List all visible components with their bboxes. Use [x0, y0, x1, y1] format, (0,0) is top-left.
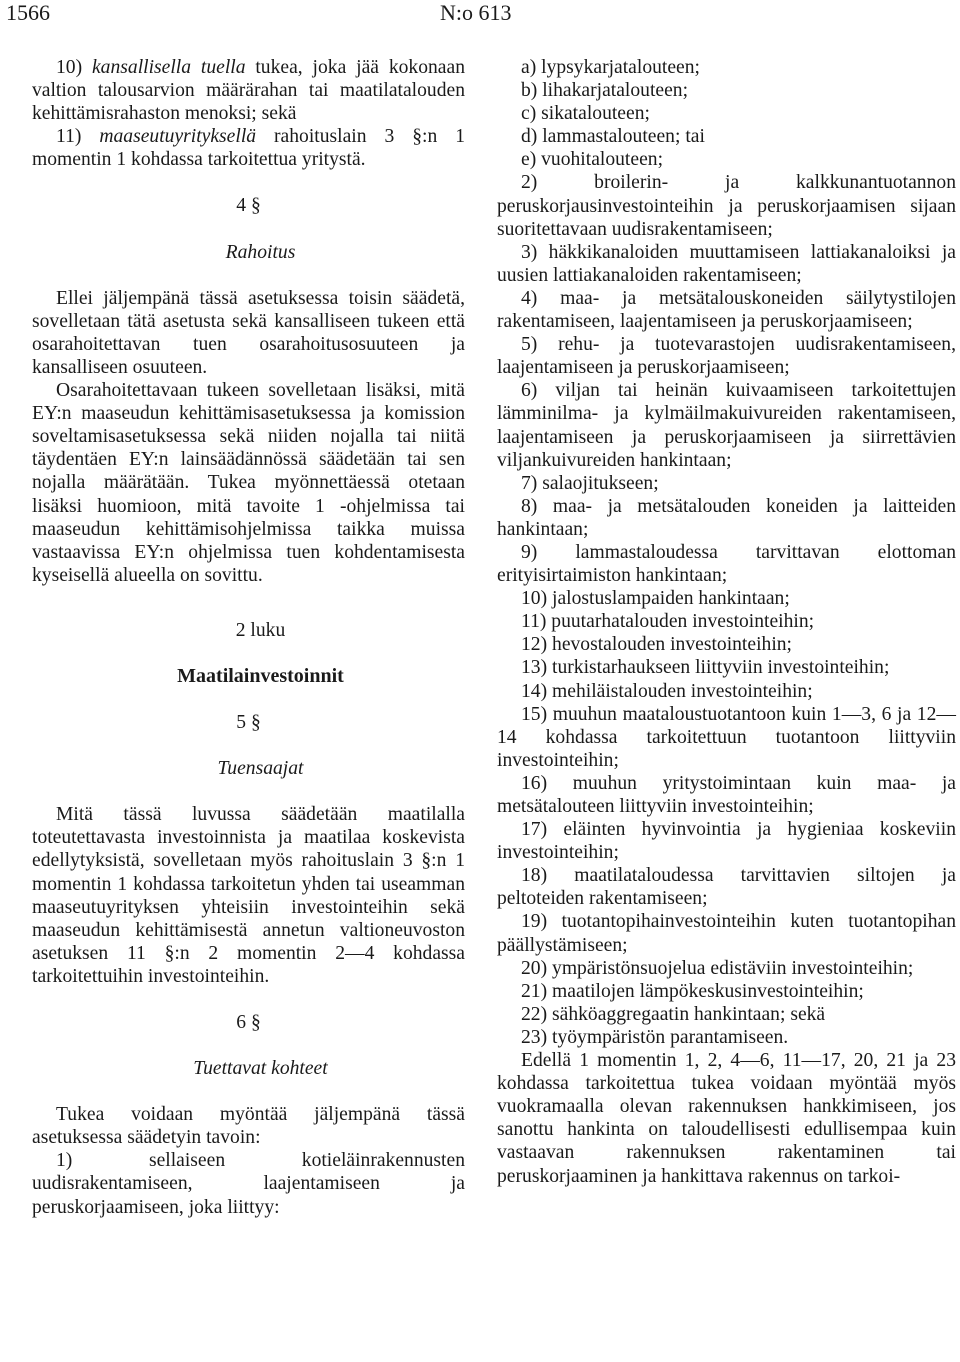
- list-item: e) vuohitalouteen;: [521, 149, 664, 171]
- section-6-item-1: 1) sellaiseen kotieläinrakennusten uudisrakentamiseen, laajentamiseen ja peruskorjaamiseen, joka liittyy:: [32, 1150, 465, 1218]
- list-item: 15) muuhun maataloustuotantoon kuin 1—3, 6 ja 12—14 kohdassa tarkoitettuun tuotantoon liittyviin investointeihin;: [497, 703, 956, 771]
- list-item: 4) maa- ja metsätalouskoneiden säilytystilojen rakentamiseen, laajentamiseen ja peruskorjaamiseen;: [497, 287, 956, 333]
- defined-term: kansallisella tuella: [91, 57, 246, 78]
- list-item: 18) maatilataloudessa tarvittavien siltojen ja peltoteiden rakentamiseen;: [497, 865, 956, 910]
- list-item: 10) jalostuslampaiden hankintaan;: [521, 588, 790, 610]
- defined-term: maaseutuyrityksellä: [99, 126, 257, 148]
- list-item: c) sikatalouteen;: [521, 103, 650, 125]
- list-item: 7) salaojitukseen;: [521, 472, 659, 494]
- list-item: 3) häkkikanaloiden muuttamiseen lattiakanaloiksi ja uusien lattiakanaloiden rakentamiseen;: [497, 241, 956, 286]
- list-item: 19) tuotantopihainvestointeihin kuten tuotantopihan päällystämiseen;: [497, 911, 956, 956]
- list-item: 16) muuhun yritystoimintaan kuin maa- ja metsätalouteen liittyviin investointeihin;: [497, 772, 956, 817]
- list-item: a) lypsykarjatalouteen;: [521, 57, 700, 78]
- list-item: 8) maa- ja metsätalouden koneiden ja laitteiden hankintaan;: [497, 495, 956, 540]
- section-4-title: Rahoitus: [225, 241, 296, 263]
- page-header: [0, 0, 960, 30]
- list-item: 20) ympäristönsuojelua edistäviin investointeihin;: [521, 957, 914, 979]
- list-item: 6) viljan tai heinän kuivaamiseen tarkoitettujen lämminilma- ja kylmäilmakuivureiden rakentamiseen, laajentamiseen ja peruskorjaamiseen ja siirrettävien viljankuivureiden hankintaan;: [497, 380, 956, 471]
- closing-paragraph: Edellä 1 momentin 1, 2, 4—6, 11—17, 20, 21 ja 23 kohdassa tarkoitettua tukea voidaan myöntää myös vuokramaalla olevan rakennuksen hankkimiseen, jos sanottu hankinta on taloudellisesti edullisempaa kuin vastaavan rakennuksen rakentaminen tai peruskorjaaminen ja hankittava rakennus on tarkoi-: [497, 1050, 956, 1187]
- section-4-paragraph-1: Ellei jäljempänä tässä asetuksessa toisin säädetä, sovelletaan tätä asetusta sekä kansalliseen tukeen että osarahoitettavan tuen osarahoitusosuuteen ja kansalliseen osuuteen.: [32, 287, 465, 378]
- section-6-number: 6 §: [236, 1012, 261, 1033]
- section-5-title: Tuensaajat: [217, 758, 304, 780]
- section-4-paragraph-2: Osarahoitettavaan tukeen sovelletaan lisäksi, mitä EY:n maaseudun kehittämisasetuksessa ja komission soveltamisasetuksessa sekä niiden nojalla tai niitä täydentäen EY:n lainsäädännössä säädetään tai sen nojalla määrätään. Tukea myönnettäessä otetaan lisäksi huomioon, mitä tavoite 1 -ohjelmissa tai maaseudun kehittämisohjelmissa taikka muissa vastaavissa EY:n ohjelmissa tuen kohdentamisesta kyseisellä alueella on sovittu.: [32, 380, 465, 586]
- section-4-number: 4 §: [236, 195, 261, 217]
- list-item: 9) lammastaloudessa tarvittavan elottoman erityisirtaimiston hankintaan;: [497, 541, 956, 587]
- section-5-paragraph-1: Mitä tässä luvussa säädetään maatilalla toteutettavasta investoinnista ja maatilaa koskevista edellytyksistä, sovelletaan myös rahoituslain 3 §:n 1 momentin 1 kohdassa tarkoitetun yhden tai useamman maaseutuyrityksen yhteisiin investointeihin sekä maaseudun kehittämisestä annetun valtioneuvoston asetuksen 11 §:n 2 momentin 2—4 kohdassa tarkoitettuihin investointeihin.: [32, 804, 465, 987]
- list-item: 23) työympäristön parantamiseen.: [521, 1026, 789, 1048]
- document-number: N:o 613: [440, 0, 512, 25]
- list-item: 14) mehiläistalouden investointeihin;: [521, 680, 813, 702]
- list-item: 2) broilerin- ja kalkkunantuotannon peruskorjausinvestointeihin ja peruskorjaamisen sijaan suoritettavaan uudisrakentamiseen;: [497, 172, 956, 240]
- section-6-paragraph-1: Tukea voidaan myöntää jäljempänä tässä asetuksessa säädetyin tavoin:: [32, 1104, 465, 1149]
- list-item: 22) sähköaggregaatin hankintaan; sekä: [521, 1003, 826, 1025]
- left-column: [32, 56, 465, 1219]
- list-item: 17) eläinten hyvinvointia ja hygieniaa koskeviin investointeihin;: [497, 819, 956, 864]
- definition-item-10: 10) kansallisella tuella tukea, joka jää kokonaan valtion talousarvion määrärahan tai maatilatalouden kehittämisrahaston menoksi; sekä: [32, 57, 465, 125]
- list-item: 11) puutarhatalouden investointeihin;: [521, 611, 815, 633]
- chapter-number: 2 luku: [235, 619, 286, 641]
- section-6-title: Tuettavat kohteet: [193, 1058, 328, 1080]
- page-number: 1566: [6, 0, 50, 25]
- list-item: 21) maatilojen lämpökeskusinvestointeihin;: [521, 980, 864, 1002]
- list-item: b) lihakarjatalouteen;: [521, 80, 689, 102]
- list-item: 13) turkistarhaukseen liittyviin investointeihin;: [521, 657, 890, 679]
- list-item: 5) rehu- ja tuotevarastojen uudisrakentamiseen, laajentamiseen ja peruskorjaamiseen;: [497, 334, 956, 379]
- chapter-title: Maatilainvestoinnit: [177, 664, 344, 687]
- definition-item-11: 11) maaseutuyrityksellä rahoituslain 3 §:n 1 momentin 1 kohdassa tarkoitettua yritystä.: [32, 126, 465, 171]
- section-5-number: 5 §: [236, 712, 261, 734]
- list-item: d) lammastalouteen; tai: [521, 126, 705, 148]
- list-item: 12) hevostalouden investointeihin;: [521, 634, 793, 656]
- right-column: [497, 56, 956, 1188]
